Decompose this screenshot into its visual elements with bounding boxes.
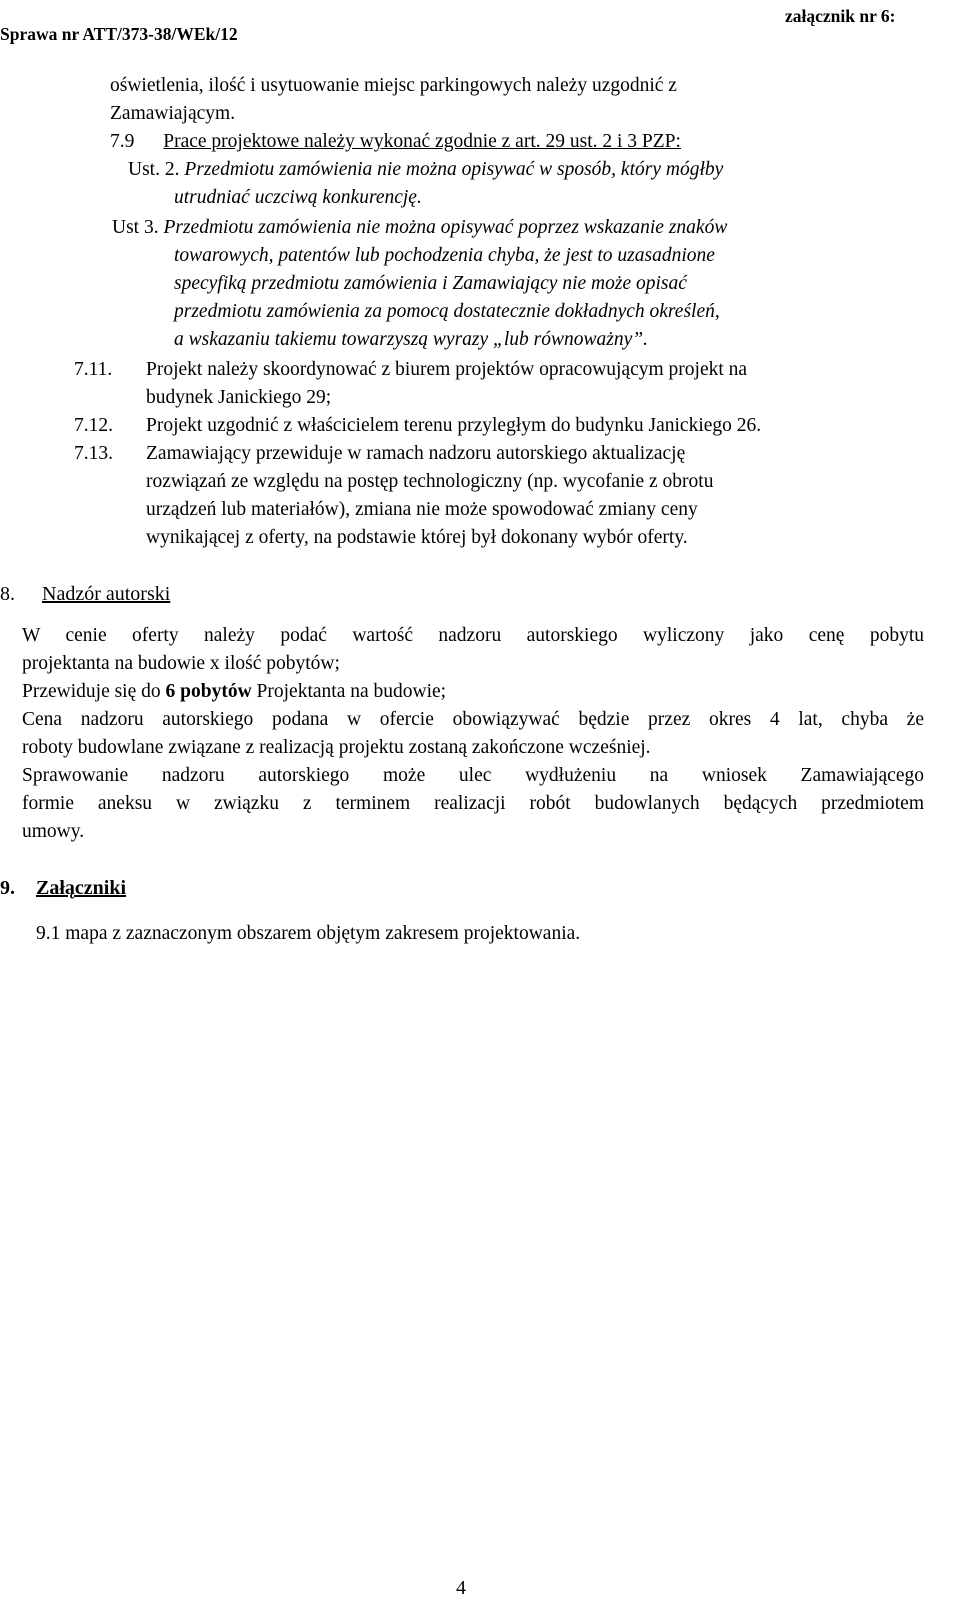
text-line: rozwiązań ze względu na postęp technologiczny (np. wycofanie z obrotu	[146, 471, 714, 492]
paragraph-line: Sprawowanie nadzoru autorskiego może ulec wydłużeniu na wniosek Zamawiającego	[22, 765, 924, 786]
bold-span: 6 pobytów	[165, 681, 252, 702]
paragraph-line: formie aneksu w związku z terminem realizacji robót budowlanych będących przedmiotem	[22, 793, 924, 814]
paragraph-line: roboty budowlane związane z realizacją projektu zostaną zakończone wcześniej.	[22, 737, 651, 758]
text-line: towarowych, patentów lub pochodzenia chyba, że jest to uzasadnione	[174, 245, 715, 266]
item-text: Zamawiający przewiduje w ramach nadzoru autorskiego aktualizację	[146, 443, 686, 464]
text-line: oświetlenia, ilość i usytuowanie miejsc parkingowych należy uzgodnić z	[110, 75, 677, 96]
item-number: 7.13.	[74, 443, 113, 464]
text-span: Przewiduje się do	[22, 681, 161, 702]
item-number: 7.9	[110, 131, 135, 152]
ust-prefix: Ust. 2.	[128, 159, 180, 180]
paragraph-line: projektanta na budowie x ilość pobytów;	[22, 653, 340, 674]
text-line: specyfiką przedmiotu zamówienia i Zamawiający nie może opisać	[174, 273, 687, 294]
attachment-item: 9.1 mapa z zaznaczonym obszarem objętym zakresem projektowania.	[36, 923, 581, 944]
item-7-9	[110, 130, 681, 154]
section-number: 9.	[0, 877, 15, 899]
section-title: Nadzór autorski	[42, 583, 171, 605]
text-line: Zamawiającym.	[110, 103, 236, 124]
page-number: 4	[456, 1577, 466, 1599]
ust-2	[128, 158, 723, 182]
paragraph-line: W cenie oferty należy podać wartość nadzoru autorskiego wyliczony jako cenę pobytu	[22, 625, 924, 646]
item-number: 7.11.	[74, 359, 113, 380]
item-text: Projekt uzgodnić z właścicielem terenu przyległym do budynku Janickiego 26.	[146, 415, 762, 436]
case-number: Sprawa nr ATT/373-38/WEk/12	[0, 24, 238, 44]
paragraph-line: umowy.	[22, 821, 85, 842]
text-line: wynikającej z oferty, na podstawie której był dokonany wybór oferty.	[146, 527, 688, 548]
paragraph-line: Cena nadzoru autorskiego podana w ofercie obowiązywać będzie przez okres 4 lat, chyba że	[22, 709, 924, 730]
text-line: przedmiotu zamówienia za pomocą dostatecznie dokładnych określeń,	[174, 301, 720, 322]
text-span: Projektanta na budowie;	[256, 681, 447, 702]
text-line: utrudniać uczciwą konkurencję.	[174, 187, 422, 208]
item-text: Prace projektowe należy wykonać zgodnie z art. 29 ust. 2 i 3 PZP:	[163, 131, 681, 152]
ust-3	[112, 216, 727, 240]
section-title: Załączniki	[36, 877, 127, 899]
ust-prefix: Ust 3.	[112, 217, 159, 238]
ust-text: Przedmiotu zamówienia nie można opisywać poprzez wskazanie znaków	[163, 217, 728, 238]
text-line: budynek Janickiego 29;	[146, 387, 332, 408]
item-text: Projekt należy skoordynować z biurem projektów opracowującym projekt na	[146, 359, 748, 380]
section-number: 8.	[0, 583, 15, 605]
text-line: a wskazaniu takiemu towarzyszą wyrazy „lub równoważny”.	[174, 329, 648, 350]
attachment-label: załącznik nr 6:	[785, 6, 896, 26]
ust-text: Przedmiotu zamówienia nie można opisywać w sposób, który mógłby	[184, 159, 724, 180]
item-number: 7.12.	[74, 415, 113, 436]
text-line: urządzeń lub materiałów), zmiana nie może spowodować zmiany ceny	[146, 499, 698, 520]
paragraph-line	[22, 680, 446, 704]
